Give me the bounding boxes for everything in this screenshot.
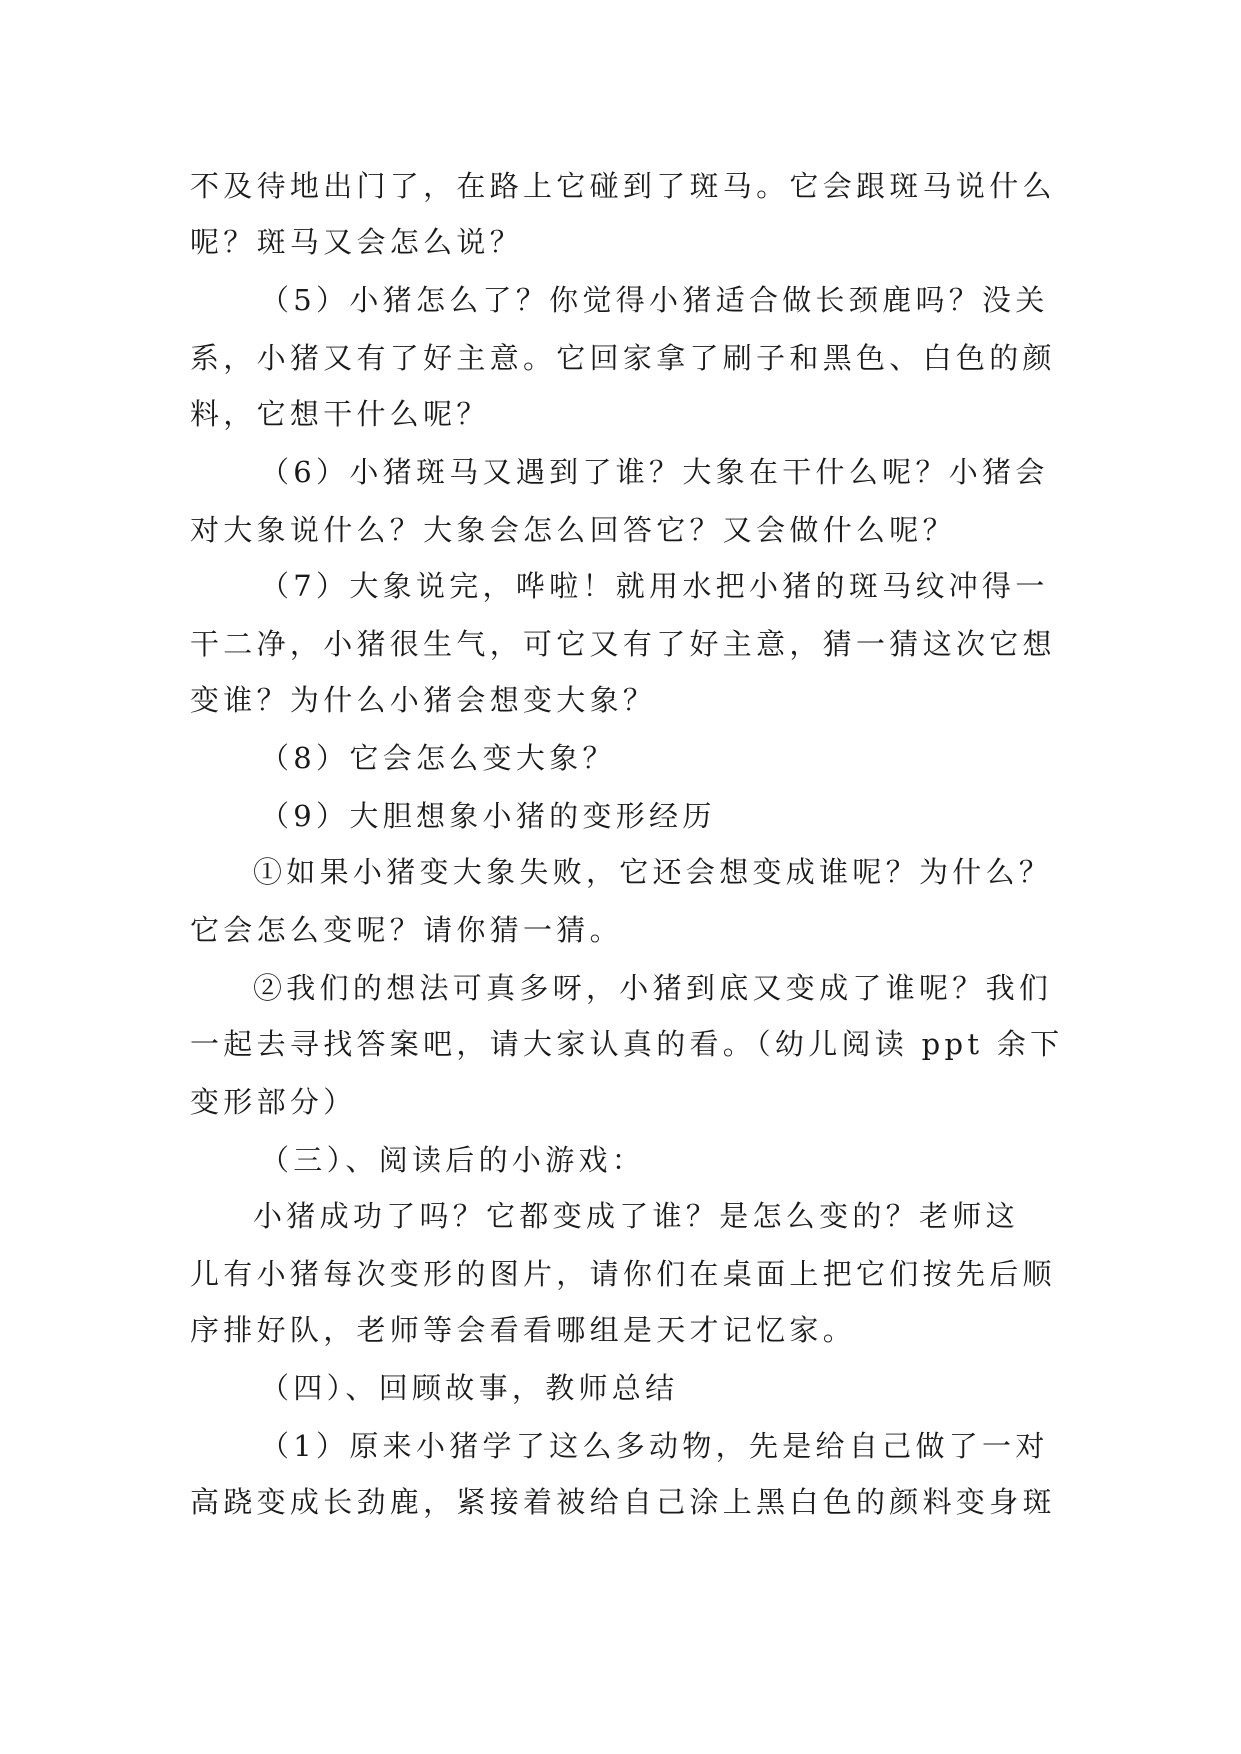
text-line: 干二净，小猪很生气，可它又有了好主意，猜一猜这次它想 [190, 627, 1056, 661]
text-line: 一起去寻找答案吧，请大家认真的看。（幼儿阅读 ppt 余下 [190, 1027, 1064, 1061]
text-line: 序排好队，老师等会看看哪组是天才记忆家。 [190, 1313, 857, 1347]
paragraph-5-start: （5）小猪怎么了？你觉得小猪适合做长颈鹿吗？没关 [260, 283, 1049, 317]
paragraph-9: （9）大胆想象小猪的变形经历 [260, 799, 716, 833]
text-line: 不及待地出门了，在路上它碰到了斑马。它会跟斑马说什么 [190, 169, 1056, 203]
text-line: 它会怎么变呢？请你猜一猜。 [190, 913, 623, 947]
section-heading-4: （四）、回顾故事，教师总结 [260, 1371, 679, 1405]
text-line: 变形部分） [190, 1085, 357, 1119]
paragraph-6-start: （6）小猪斑马又遇到了谁？大象在干什么呢？小猪会 [260, 455, 1049, 489]
paragraph-7-start: （7）大象说完，哗啦！就用水把小猪的斑马纹冲得一 [260, 569, 1049, 603]
sub-item-2-start: ②我们的想法可真多呀，小猪到底又变成了谁呢？我们 [253, 971, 1053, 1005]
section-heading-3: （三）、阅读后的小游戏： [260, 1143, 646, 1177]
text-line: 呢？斑马又会怎么说？ [190, 225, 524, 259]
summary-1-start: （1）原来小猪学了这么多动物，先是给自己做了一对 [260, 1429, 1049, 1463]
text-line: 料，它想干什么呢？ [190, 397, 490, 431]
text-line: 儿有小猪每次变形的图片，请你们在桌面上把它们按先后顺 [190, 1257, 1056, 1291]
text-line: 高跷变成长劲鹿，紧接着被给自己涂上黑白色的颜料变身斑 [190, 1485, 1056, 1519]
sub-item-1-start: ①如果小猪变大象失败，它还会想变成谁呢？为什么？ [253, 855, 1053, 889]
paragraph-game-start: 小猪成功了吗？它都变成了谁？是怎么变的？老师这 [253, 1199, 1019, 1233]
text-line: 对大象说什么？大象会怎么回答它？又会做什么呢？ [190, 513, 956, 547]
text-line: 变谁？为什么小猪会想变大象？ [190, 683, 657, 717]
text-line: 系，小猪又有了好主意。它回家拿了刷子和黑色、白色的颜 [190, 341, 1056, 375]
paragraph-8: （8）它会怎么变大象？ [260, 741, 616, 775]
